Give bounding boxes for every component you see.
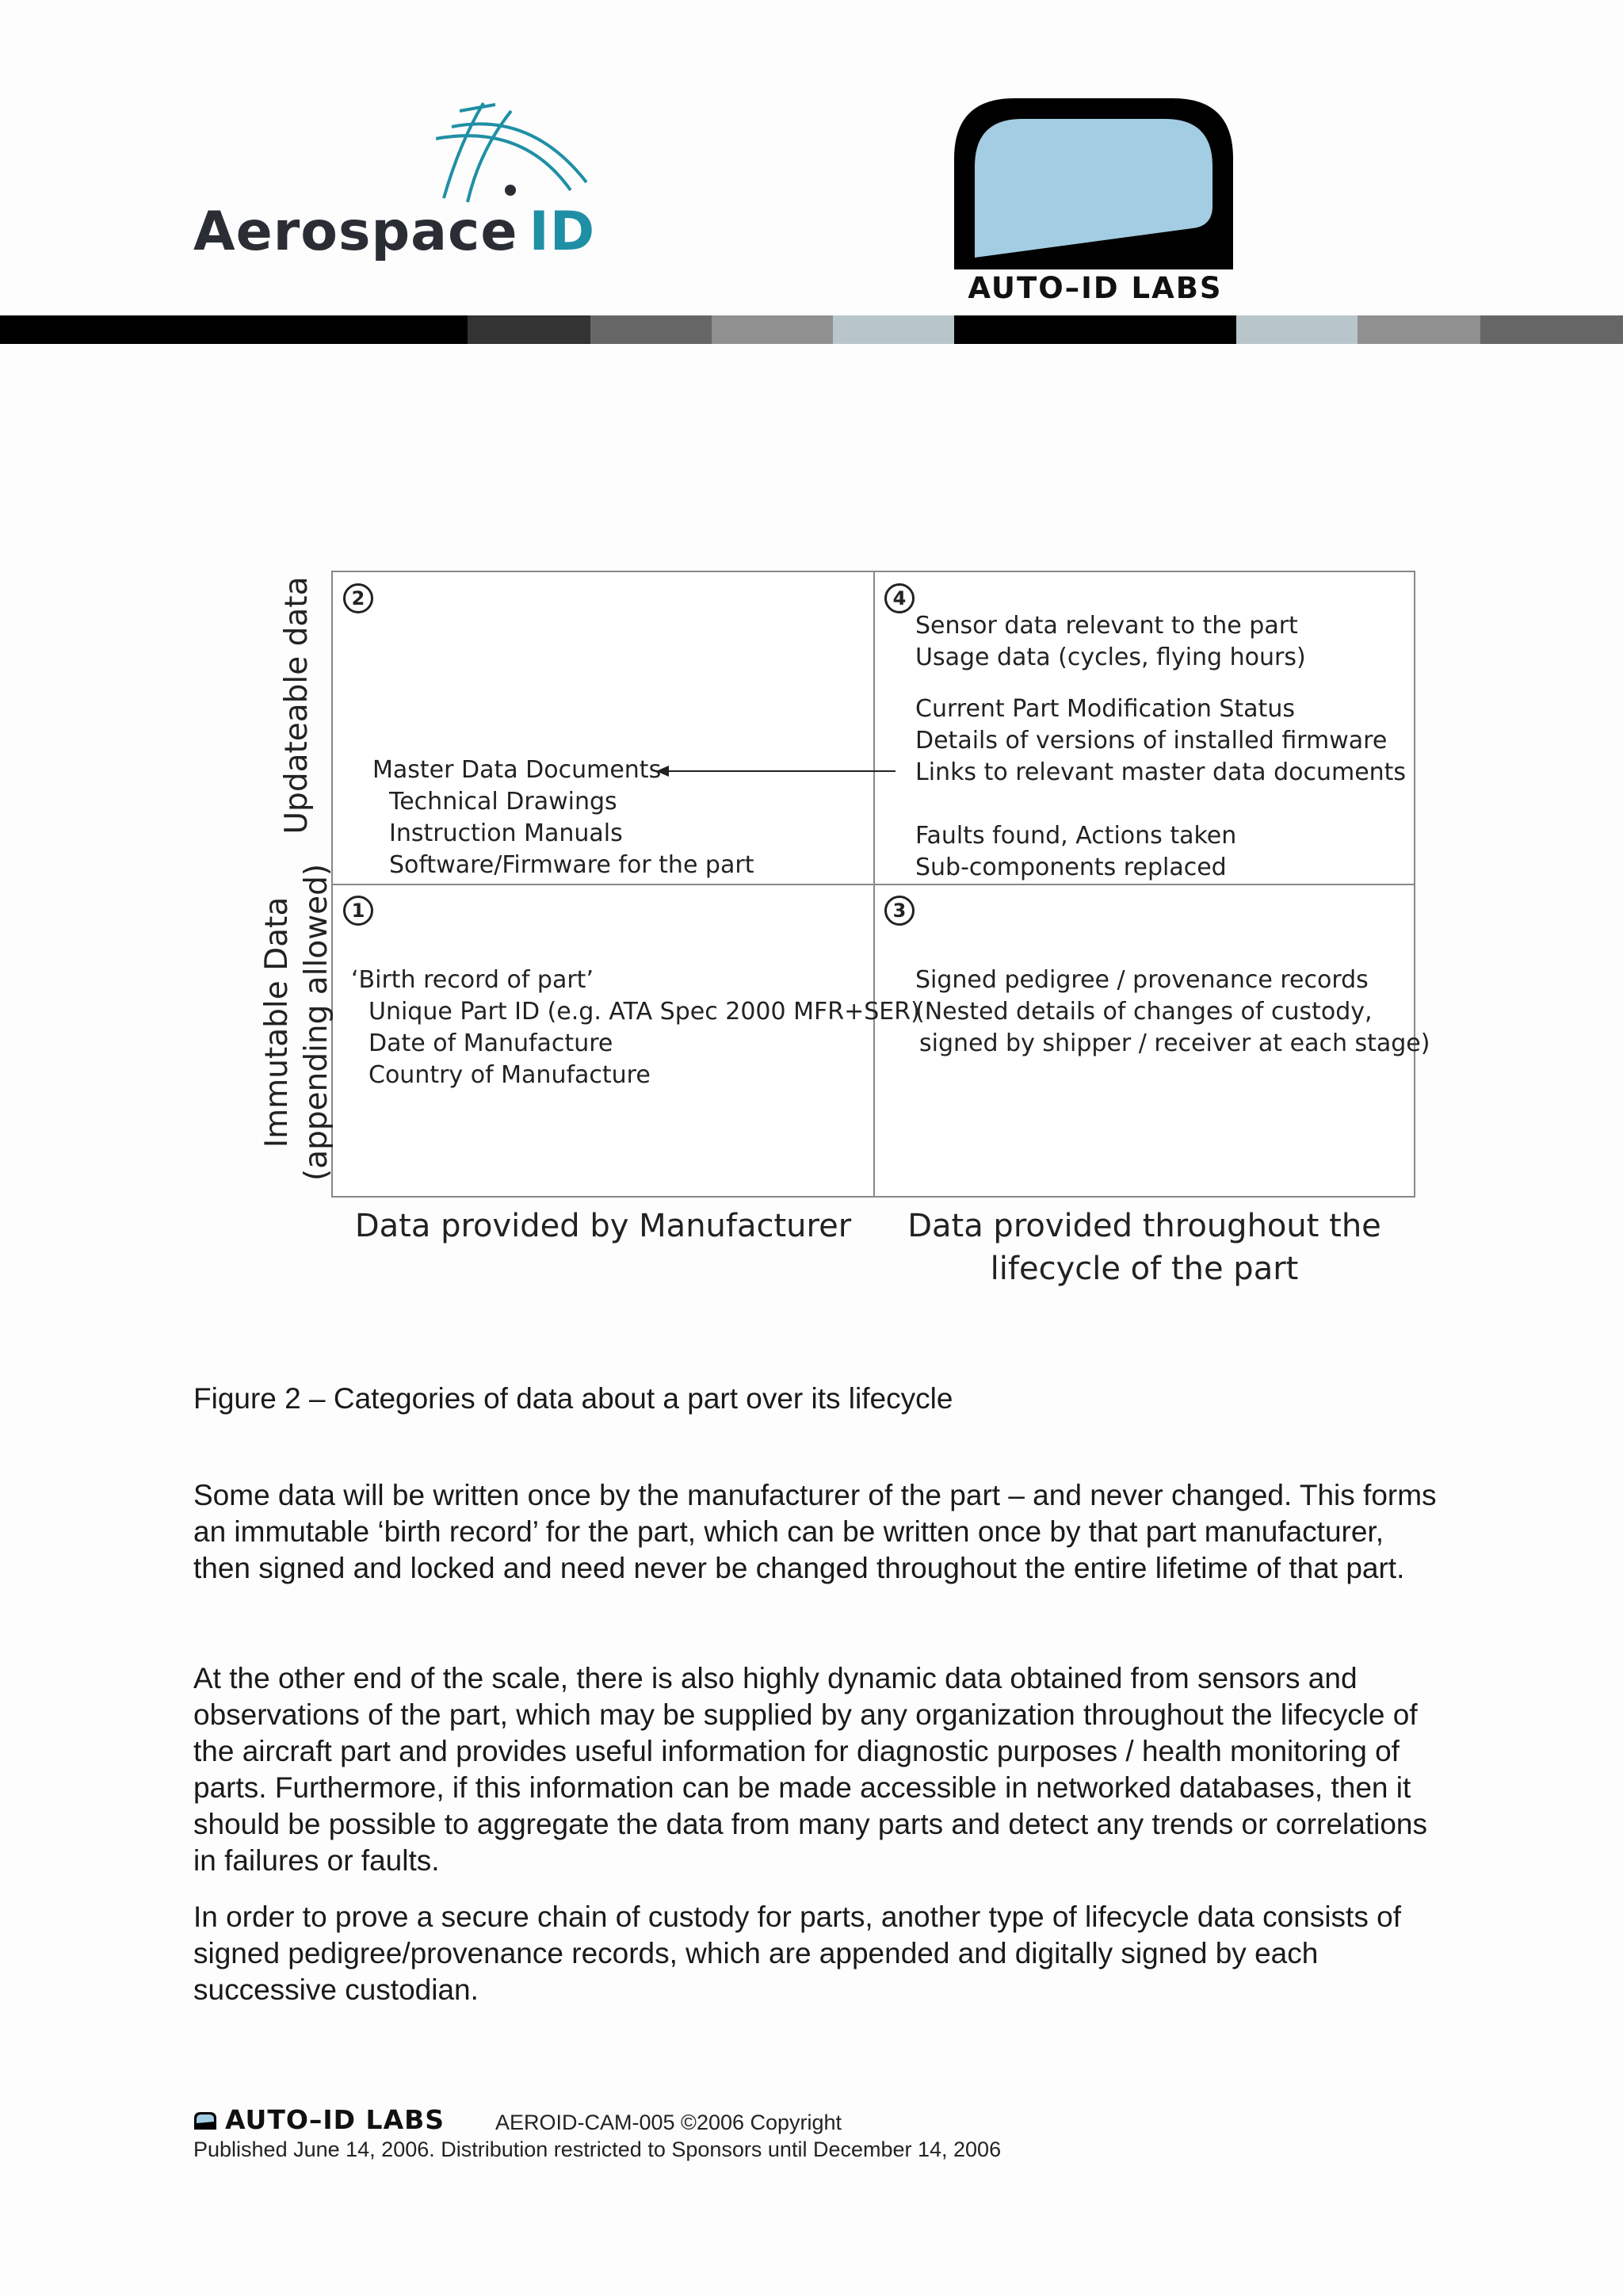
data-categories-diagram — [238, 555, 1430, 1308]
color-bar-segment — [468, 315, 590, 344]
q3-line: Signed pedigree / provenance records — [915, 966, 1369, 994]
footer-published: Published June 14, 2006. Distribution restricted to Sponsors until December 14, 2006 — [193, 2137, 1002, 2161]
header-color-bar — [0, 315, 1623, 344]
autoid-mini-logo-icon — [193, 2111, 217, 2130]
body-paragraph: In order to prove a secure chain of custody for parts, another type of lifecycle data consists of signed pedigree/provenance records, which are appended and digitally signed by each successive custodian. — [193, 1901, 1401, 2006]
q3-line: signed by shipper / receiver at each stage) — [919, 1030, 1430, 1057]
q1-line: Country of Manufacture — [369, 1061, 651, 1089]
aerospace-id-logo — [190, 91, 602, 266]
q4-line: Sub-components replaced — [915, 854, 1227, 881]
q4-line: Details of versions of installed firmware — [915, 727, 1388, 755]
page-footer — [193, 2104, 1303, 2168]
footer-brand: AUTO–ID LABS — [225, 2104, 445, 2135]
autoid-logo-text: AUTO–ID LABS — [968, 271, 1223, 305]
q4-line: Current Part Modification Status — [915, 695, 1295, 723]
color-bar-segment — [954, 315, 1236, 344]
y-axis-immutable-line2: (appending allowed) — [299, 863, 334, 1181]
y-axis-immutable-label — [258, 864, 337, 1181]
quadrant-2-number: 2 — [343, 583, 373, 613]
autoid-window-icon — [951, 95, 1236, 273]
q1-line: Date of Manufacture — [369, 1030, 613, 1057]
q2-line: Technical Drawings — [389, 788, 617, 816]
y-axis-updateable-label: Updateable data — [279, 576, 315, 835]
q4-line: Sensor data relevant to the part — [915, 612, 1298, 640]
color-bar-segment — [1480, 315, 1623, 344]
color-bar-segment — [1236, 315, 1358, 344]
color-bar-segment — [590, 315, 712, 344]
body-paragraph: At the other end of the scale, there is also highly dynamic data obtained from sensors and observations of the part, which may be supplied by any organization throughout the lifecycle of the aircraft part and provides useful information for diagnostic purposes / health monitoring of parts. Furthermore, if this information can be made accessible in networked databases, then it should be possible to aggregate the data from many parts and detect any trends or correlations in failures or faults. — [193, 1662, 1427, 1877]
color-bar-segment — [712, 315, 833, 344]
x-axis-lifecycle-line1: Data provided throughout the — [907, 1208, 1381, 1244]
q3-line: (Nested details of changes of custody, — [915, 998, 1373, 1026]
color-bar-segment — [1358, 315, 1480, 344]
figure-caption: Figure 2 – Categories of data about a part over its lifecycle — [193, 1382, 953, 1415]
autoid-labs-logo — [951, 95, 1236, 309]
color-bar-segment — [833, 315, 954, 344]
x-axis-lifecycle-label — [874, 1205, 1415, 1290]
y-axis-immutable-line1: Immutable Data — [259, 896, 295, 1148]
quadrant-4-number: 4 — [884, 583, 915, 613]
q1-line: Unique Part ID (e.g. ATA Spec 2000 MFR+SER) — [369, 998, 920, 1026]
quadrant-1-number: 1 — [343, 896, 373, 926]
q4-line: Usage data (cycles, flying hours) — [915, 644, 1306, 671]
q4-line: Links to relevant master data documents — [915, 758, 1407, 786]
q1-line: ‘Birth record of part’ — [351, 966, 594, 994]
x-axis-manufacturer-label: Data provided by Manufacturer — [354, 1208, 852, 1244]
aerospace-logo-text: Aerospace ID — [193, 201, 596, 263]
aerospace-swoosh-icon — [436, 95, 602, 214]
q4-line: Faults found, Actions taken — [915, 822, 1237, 850]
body-paragraph: Some data will be written once by the manufacturer of the part – and never changed. This forms an immutable ‘birth record’ for the part, which can be written once by that part manufacturer, then signed and locked and need never be changed throughout the entire lifetime of that part. — [193, 1479, 1437, 1584]
q2-line: Instruction Manuals — [389, 819, 623, 847]
quadrant-3-number: 3 — [884, 896, 915, 926]
q2-line: Master Data Documents — [372, 756, 662, 784]
footer-doc-id: AEROID-CAM-005 ©2006 Copyright — [495, 2111, 842, 2134]
x-axis-lifecycle-line2: lifecycle of the part — [990, 1251, 1299, 1287]
q2-line: Software/Firmware for the part — [389, 851, 754, 879]
color-bar-segment — [0, 315, 468, 344]
